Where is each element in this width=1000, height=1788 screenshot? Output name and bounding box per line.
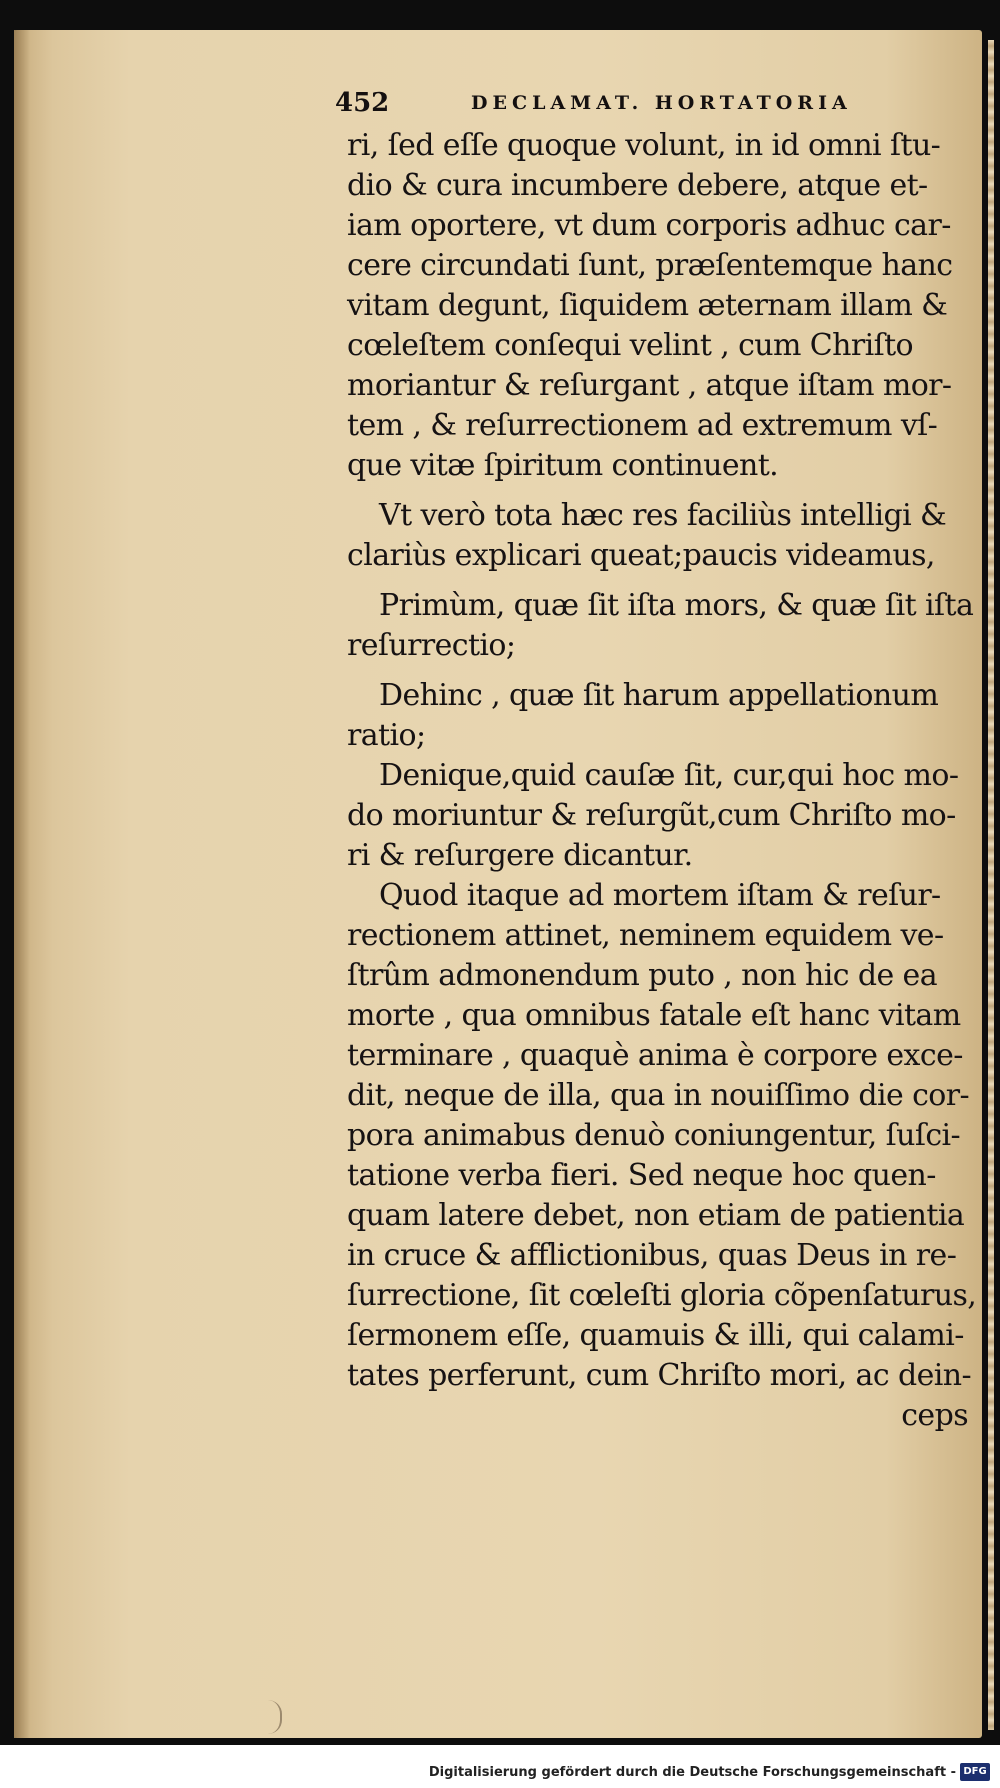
text-line: dio & cura incumbere debere, atque et- <box>347 168 928 203</box>
catchword: ceps <box>901 1398 968 1433</box>
text-line: vitam degunt, ſiquidem æternam illam & <box>347 288 948 323</box>
text-line: ſurrectione, ſit cœleſti gloria cõpenſaturus, <box>347 1278 977 1313</box>
text-line: Primùm, quæ ſit iſta mors, & quæ ſit iſta <box>379 588 974 623</box>
text-line: Denique,quid cauſæ ſit, cur,qui hoc mo- <box>379 758 959 793</box>
dfg-logo: DFG <box>960 1763 990 1781</box>
page-number: 452 <box>335 88 390 118</box>
text-line: iam oportere, vt dum corporis adhuc car- <box>347 208 951 243</box>
ink-mark <box>258 1700 282 1734</box>
text-line: Dehinc , quæ ſit harum appellationum <box>379 678 939 713</box>
text-line: reſurrectio; <box>347 628 516 663</box>
text-line: cere circundati ſunt, præſentemque hanc <box>347 248 953 283</box>
text-line: ratio; <box>347 718 426 753</box>
text-line: que vitæ ſpiritum continuent. <box>347 448 779 483</box>
text-line: rectionem attinet, neminem equidem ve- <box>347 918 944 953</box>
text-line: tem , & reſurrectionem ad extremum vſ- <box>347 408 938 443</box>
text-line: ſtrûm admonendum puto , non hic de ea <box>347 958 937 993</box>
text-line: tates perferunt, cum Chriſto mori, ac dein- <box>347 1358 971 1393</box>
text-line: cœleſtem conſequi velint , cum Chriſto <box>347 328 914 363</box>
text-line: clariùs explicari queat;paucis videamus, <box>347 538 935 573</box>
running-head <box>335 88 875 118</box>
text-line: ri & reſurgere dicantur. <box>347 838 693 873</box>
text-line: terminare , quaquè anima è corpore exce- <box>347 1038 963 1073</box>
text-line: pora animabus denuò coniungentur, ſuſci- <box>347 1118 961 1153</box>
paragraph-gap <box>347 486 982 496</box>
text-line: quam latere debet, non etiam de patientia <box>347 1198 965 1233</box>
text-line: dit, neque de illa, qua in nouiſſimo die cor- <box>347 1078 970 1113</box>
footer-credit: Digitalisierung gefördert durch die Deutsche Forschungsgemeinschaft - <box>428 1765 956 1780</box>
text-line: ri, ſed eſſe quoque volunt, in id omni ſtu- <box>347 128 941 163</box>
text-line: moriantur & reſurgant , atque iſtam mor- <box>347 368 952 403</box>
paragraph-gap <box>347 576 982 586</box>
text-line: in cruce & afflictionibus, quas Deus in re- <box>347 1238 957 1273</box>
text-line: Quod itaque ad mortem iſtam & reſur- <box>379 878 941 913</box>
running-head-title: DECLAMAT. HORTATORIA <box>471 92 852 114</box>
text-line: ſermonem eſſe, quamuis & illi, qui calami- <box>347 1318 964 1353</box>
text-line: morte , qua omnibus fatale eſt hanc vitam <box>347 998 961 1033</box>
text-line: do moriuntur & reſurgũt,cum Chriſto mo- <box>347 798 956 833</box>
footer-bar <box>0 1745 1000 1788</box>
paragraph-gap <box>347 666 982 676</box>
body-text <box>347 126 982 1436</box>
text-line: Vt verò tota hæc res faciliùs intelligi & <box>379 498 947 533</box>
text-line: tatione verba fieri. Sed neque hoc quen- <box>347 1158 936 1193</box>
page-gutter-shadow <box>14 30 30 1738</box>
page-edge <box>988 40 994 1730</box>
